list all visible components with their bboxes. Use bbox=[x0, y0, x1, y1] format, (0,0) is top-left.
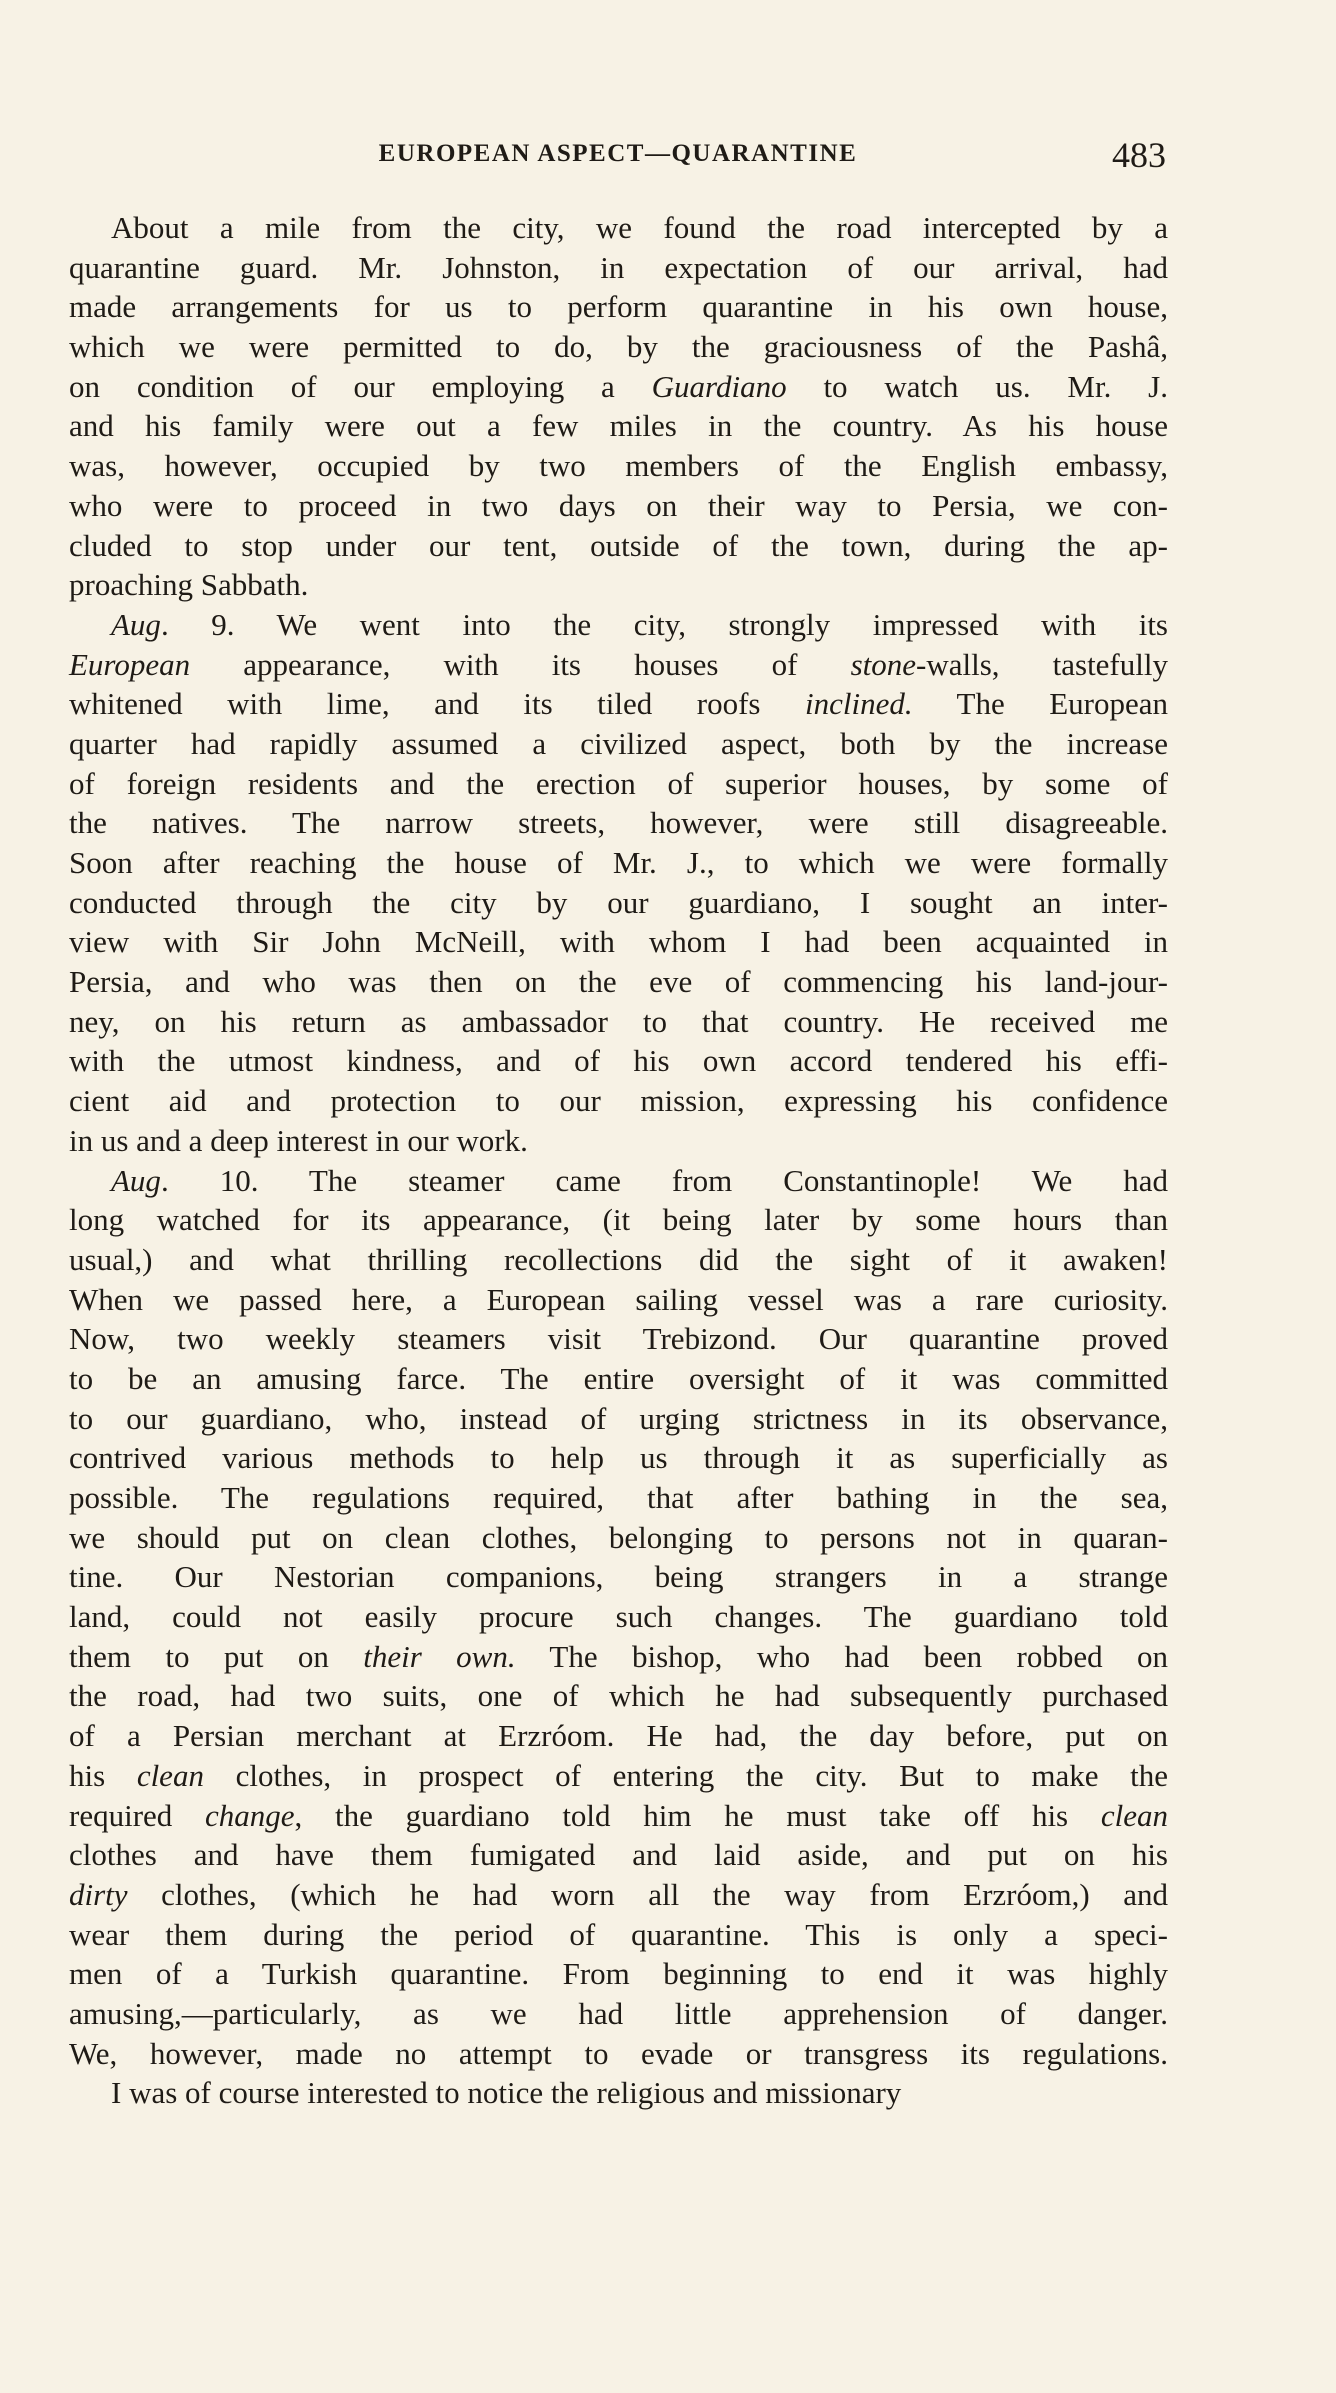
text-line bbox=[69, 1399, 1168, 1439]
text-line bbox=[69, 367, 1168, 407]
text-line bbox=[69, 1041, 1168, 1081]
text-run: clothes, in prospect of entering the city. But to make the bbox=[203, 1757, 1168, 1793]
text-run: The bishop, who had been robbed on bbox=[515, 1638, 1169, 1674]
text-line bbox=[69, 1954, 1168, 1994]
text-run: to be an amusing farce. The entire oversight of it was committed bbox=[69, 1360, 1168, 1396]
text-run: the natives. The narrow streets, however, were still disagreeable. bbox=[69, 805, 1168, 841]
text-run: appearance, with its houses of bbox=[190, 646, 851, 682]
text-line bbox=[69, 327, 1168, 367]
text-run: whitened with lime, and its tiled roofs bbox=[69, 686, 805, 722]
text-run: cient aid and protection to our mission, expressing his confidence bbox=[69, 1083, 1168, 1119]
italic-text: clean bbox=[136, 1757, 204, 1793]
text-run: proaching Sabbath. bbox=[69, 567, 309, 603]
text-run: wear them during the period of quarantine. This is only a speci- bbox=[69, 1916, 1168, 1952]
text-run: About a mile from the city, we found the road intercepted by a bbox=[111, 210, 1168, 245]
text-run: was, however, occupied by two members of the English embassy, bbox=[69, 448, 1168, 484]
text-line bbox=[69, 2034, 1168, 2074]
text-run: who were to proceed in two days on their way to Persia, we con- bbox=[69, 487, 1168, 523]
italic-text: change bbox=[205, 1797, 295, 1833]
italic-text: European bbox=[69, 646, 191, 682]
page-number: 483 bbox=[1112, 135, 1166, 175]
text-line bbox=[69, 2073, 1168, 2113]
text-run: quarantine guard. Mr. Johnston, in expectation of our arrival, had bbox=[69, 249, 1168, 285]
running-head: EUROPEAN ASPECT—QUARANTINE bbox=[378, 140, 858, 167]
text-line bbox=[69, 1359, 1168, 1399]
text-line bbox=[69, 1518, 1168, 1558]
text-run: Soon after reaching the house of Mr. J., to which we were formally bbox=[69, 845, 1168, 880]
text-line bbox=[69, 526, 1168, 566]
text-line bbox=[69, 1240, 1168, 1280]
text-line bbox=[69, 843, 1168, 883]
text-run: The European bbox=[912, 686, 1168, 722]
text-run: usual,) and what thrilling recollections did the sight of it awaken! bbox=[69, 1241, 1168, 1277]
text-run: clothes, (which he had worn all the way from Erzróom,) and bbox=[127, 1876, 1168, 1912]
italic-text: inclined. bbox=[804, 686, 913, 722]
text-line bbox=[69, 1676, 1168, 1716]
text-run: When we passed here, a European sailing vessel was a rare curiosity. bbox=[69, 1281, 1168, 1317]
text-line bbox=[69, 1994, 1168, 2034]
text-line bbox=[69, 803, 1168, 843]
text-run: conducted through the city by our guardiano, I sought an inter- bbox=[69, 884, 1168, 920]
text-line bbox=[69, 764, 1168, 804]
text-line bbox=[69, 1637, 1168, 1677]
text-run: . 9. We went into the city, strongly impressed with its bbox=[160, 606, 1168, 642]
text-run: We, however, made no attempt to evade or transgress its regulations. bbox=[69, 2035, 1168, 2071]
text-run: tine. Our Nestorian companions, being strangers in a strange bbox=[69, 1559, 1168, 1595]
text-run: . 10. The steamer came from Constantinople! We had bbox=[160, 1162, 1168, 1198]
text-line bbox=[69, 565, 1168, 605]
text-line bbox=[69, 446, 1168, 486]
page-header bbox=[70, 134, 1166, 174]
text-run: long watched for its appearance, (it being later by some hours than bbox=[69, 1202, 1168, 1238]
text-run: in us and a deep interest in our work. bbox=[69, 1122, 528, 1158]
text-run: we should put on clean clothes, belonging to persons not in quaran- bbox=[69, 1519, 1168, 1555]
body-text bbox=[69, 208, 1168, 2113]
text-run: possible. The regulations required, that after bathing in the sea, bbox=[69, 1480, 1168, 1515]
text-run: with the utmost kindness, and of his own accord tendered his effi- bbox=[69, 1043, 1168, 1079]
text-line bbox=[69, 1200, 1168, 1240]
text-run: -walls, tastefully bbox=[916, 646, 1168, 682]
text-line bbox=[69, 1478, 1168, 1518]
text-line bbox=[69, 922, 1168, 962]
text-run: made arrangements for us to perform quarantine in his own house, bbox=[69, 289, 1168, 325]
italic-text: Aug bbox=[111, 1162, 161, 1198]
text-line bbox=[69, 1796, 1168, 1836]
text-run: view with Sir John McNeill, with whom I had been acquainted in bbox=[69, 924, 1168, 960]
italic-text: clean bbox=[1100, 1797, 1168, 1833]
text-line bbox=[69, 684, 1168, 724]
text-run: amusing,—particularly, as we had little apprehension of danger. bbox=[69, 1995, 1168, 2031]
text-line bbox=[69, 1716, 1168, 1756]
italic-text: stone bbox=[850, 646, 916, 682]
text-line bbox=[69, 1557, 1168, 1597]
text-run: land, could not easily procure such changes. The guardiano told bbox=[69, 1599, 1168, 1635]
text-line bbox=[69, 1081, 1168, 1121]
text-run: them to put on bbox=[69, 1638, 364, 1674]
text-run: to watch us. Mr. J. bbox=[786, 368, 1168, 404]
text-line bbox=[69, 1319, 1168, 1359]
italic-text: dirty bbox=[69, 1876, 128, 1912]
text-line bbox=[69, 1280, 1168, 1320]
text-run: required bbox=[69, 1797, 206, 1833]
text-line bbox=[69, 1756, 1168, 1796]
text-run: of a Persian merchant at Erzróom. He had, the day before, put on bbox=[69, 1718, 1168, 1754]
text-line bbox=[69, 1002, 1168, 1042]
text-run: and his family were out a few miles in the country. As his house bbox=[69, 408, 1168, 444]
text-run: to our guardiano, who, instead of urging strictness in its observance, bbox=[69, 1400, 1168, 1436]
text-line bbox=[69, 406, 1168, 446]
italic-text: Aug bbox=[111, 606, 161, 642]
text-line bbox=[69, 208, 1168, 248]
text-run: of foreign residents and the erection of superior houses, by some of bbox=[69, 765, 1168, 801]
text-line bbox=[69, 645, 1168, 685]
text-line bbox=[69, 248, 1168, 288]
text-run: men of a Turkish quarantine. From beginning to end it was highly bbox=[69, 1956, 1168, 1992]
text-run: on condition of our employing a bbox=[69, 368, 652, 404]
text-run: ney, on his return as ambassador to that country. He received me bbox=[69, 1003, 1168, 1039]
text-line bbox=[69, 883, 1168, 923]
text-run: which we were permitted to do, by the graciousness of the Pashâ, bbox=[69, 329, 1168, 365]
text-run: Persia, and who was then on the eve of commencing his land-jour- bbox=[69, 964, 1168, 1000]
text-line bbox=[69, 486, 1168, 526]
text-run: Now, two weekly steamers visit Trebizond. Our quarantine proved bbox=[69, 1321, 1168, 1357]
text-run: I was of course interested to notice the religious and missionary bbox=[111, 2075, 902, 2111]
text-run: quarter had rapidly assumed a civilized aspect, both by the increase bbox=[69, 725, 1168, 761]
text-run: the road, had two suits, one of which he had subsequently purchased bbox=[69, 1678, 1168, 1714]
italic-text: Guardiano bbox=[651, 368, 787, 404]
text-run: cluded to stop under our tent, outside of the town, during the ap- bbox=[69, 527, 1168, 563]
text-line bbox=[69, 1835, 1168, 1875]
text-line bbox=[69, 1597, 1168, 1637]
italic-text: their own. bbox=[363, 1638, 516, 1674]
text-line bbox=[69, 724, 1168, 764]
text-line bbox=[69, 1438, 1168, 1478]
text-line bbox=[69, 287, 1168, 327]
text-line bbox=[69, 1915, 1168, 1955]
text-line bbox=[69, 1161, 1168, 1201]
text-line bbox=[69, 1121, 1168, 1161]
text-run: his bbox=[69, 1757, 137, 1793]
text-run: , the guardiano told him he must take off his bbox=[294, 1797, 1101, 1833]
text-line bbox=[69, 605, 1168, 645]
text-line bbox=[69, 962, 1168, 1002]
text-run: contrived various methods to help us through it as superficially as bbox=[69, 1440, 1168, 1476]
text-line bbox=[69, 1875, 1168, 1915]
text-run: clothes and have them fumigated and laid aside, and put on his bbox=[69, 1837, 1168, 1873]
